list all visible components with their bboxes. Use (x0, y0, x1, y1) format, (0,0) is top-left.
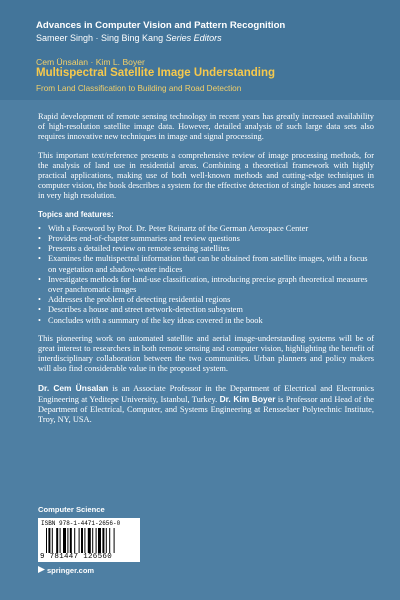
series-title: Advances in Computer Vision and Pattern Recognition (36, 20, 286, 31)
header-band (0, 0, 400, 100)
topic-item: • Concludes with a summary of the key ideas covered in the book (38, 316, 374, 326)
arrow-icon (38, 566, 45, 575)
audience-paragraph: This pioneering work on automated satellite and aerial image-understanding systems will be of great interest to researchers in both remote sensing and computer vision, highlighting the benefit of interdisciplinary collaboration between the two communities. Urban planners and policy makers will also find considerable value in the proposed system. (38, 333, 374, 374)
back-cover-text (38, 112, 374, 433)
book-subtitle: From Land Classification to Building and Road Detection (36, 84, 242, 93)
author1-bio: is an Associate Professor in the Department of Electrical and Electronics Engineering at Yeditepe University, Istanbul, Turkey. (38, 383, 374, 404)
topic-item: • Investigates methods for land-use classification, introducing precise graph theoretical measures over panchromatic images (38, 275, 374, 295)
author2-bio: is Professor and Head of the Department of Electrical, Computer, and Systems Engineering at Rensselaer Polytechnic Institute, Troy, NY, USA. (38, 394, 374, 425)
website-label: springer.com (47, 566, 95, 575)
topics-heading: Topics and features: (38, 209, 114, 219)
intro-paragraph: Rapid development of remote sensing technology in recent years has greatly increased availability of high-resolution satellite image data. However, detailed analysis of such large data sets also requires innovative new techniques in image and signal processing. (38, 112, 374, 142)
description-paragraph: This important text/reference presents a comprehensive review of image processing methods, for the analysis of land use in residential areas. Combining a theoretical framework with highly practical applications, making use of both well-known methods and cutting-edge techniques in computer vision, the book describes a system for the effective detection of single houses and streets in very high resolution. (38, 150, 374, 201)
topic-item: • Examines the multispectral information that can be obtained from satellite images, with a focus on vegetation and shadow-water indices (38, 254, 374, 274)
series-editor-names: Sameer Singh · Sing Bing Kang (36, 33, 164, 43)
isbn-number: ISBN 978-1-4471-2656-0 (41, 520, 121, 527)
topic-item: • With a Foreword by Prof. Dr. Peter Reinartz of the German Aerospace Center (38, 224, 374, 234)
ean-digits: 9 781447 126560 (40, 553, 113, 561)
series-editor-role: Series Editors (165, 33, 222, 43)
subject-category: Computer Science (38, 505, 105, 514)
topic-item: • Describes a house and street network-detection subsystem (38, 305, 374, 315)
publisher-website[interactable] (38, 566, 94, 575)
author-bio-paragraph (38, 383, 374, 426)
topics-list (38, 224, 374, 326)
topic-item: • Provides end-of-chapter summaries and review questions (38, 234, 374, 244)
author2-name: Dr. Kim Boyer (219, 393, 276, 404)
isbn-barcode (38, 518, 140, 562)
series-editors (36, 33, 222, 43)
barcode-icon (46, 528, 132, 553)
book-title: Multispectral Satellite Image Understanding (36, 67, 275, 79)
topic-item: • Addresses the problem of detecting residential regions (38, 295, 374, 305)
topic-item: • Presents a detailed review on remote sensing satellites (38, 244, 374, 254)
author1-name: Dr. Cem Ünsalan (38, 382, 109, 393)
book-authors: Cem Ünsalan · Kim L. Boyer (36, 57, 145, 67)
